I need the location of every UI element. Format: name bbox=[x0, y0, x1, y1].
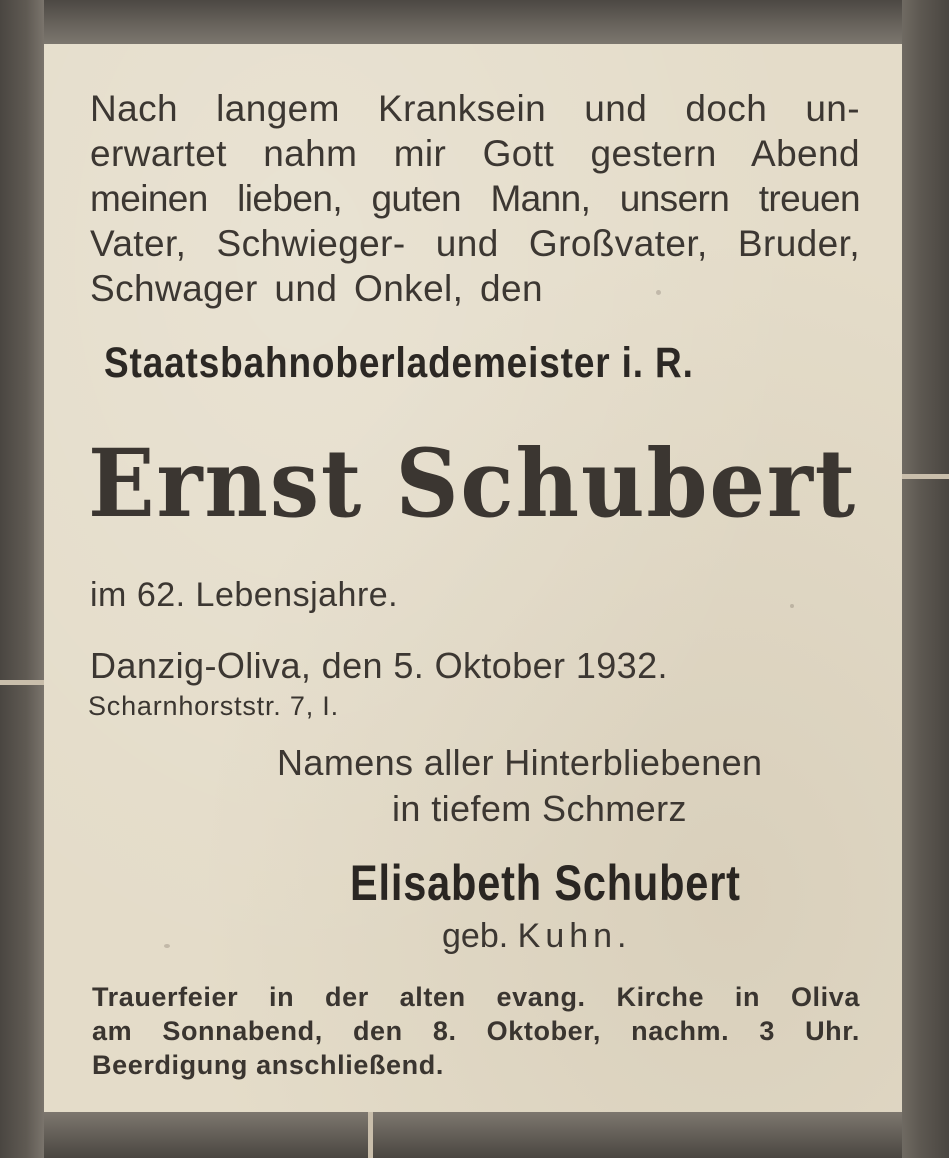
mourners-line: Namens aller Hinterbliebenen bbox=[277, 742, 763, 783]
paper-speck bbox=[790, 604, 794, 608]
intro-line: Vater, Schwieger- und Großvater, Bruder, bbox=[90, 223, 860, 264]
frame-seam-left bbox=[0, 680, 44, 685]
intro-line: erwartet nahm mir Gott gestern Abend bbox=[90, 133, 860, 174]
frame-seam-bottom bbox=[368, 1112, 373, 1158]
intro-line: Schwager und Onkel, den bbox=[90, 268, 543, 309]
intro-line: Nach langem Kranksein und doch un- bbox=[90, 88, 860, 129]
mourners-line: in tiefem Schmerz bbox=[392, 788, 687, 829]
maiden-surname: Kuhn. bbox=[517, 917, 632, 955]
frame-bottom bbox=[0, 1112, 949, 1158]
maiden-name bbox=[442, 915, 632, 957]
paper-speck bbox=[164, 944, 170, 948]
deceased-name: Ernst Schubert bbox=[88, 429, 857, 539]
frame-right bbox=[902, 0, 949, 1158]
funeral-details bbox=[92, 980, 860, 1082]
frame-seam-right bbox=[902, 474, 949, 479]
funeral-line: Beerdigung anschließend. bbox=[92, 1050, 444, 1080]
place-and-date: Danzig-Oliva, den 5. Oktober 1932. bbox=[90, 645, 668, 686]
frame-left bbox=[0, 0, 44, 1158]
obituary-notice bbox=[44, 44, 902, 1112]
deceased-age: im 62. Lebensjahre. bbox=[90, 576, 399, 614]
widow-name: Elisabeth Schubert bbox=[350, 855, 741, 911]
intro-line: meinen lieben, guten Mann, unsern treuen bbox=[90, 178, 860, 219]
frame-top bbox=[0, 0, 949, 44]
funeral-line: Trauerfeier in der alten evang. Kirche in Oliva bbox=[92, 982, 860, 1012]
maiden-name-prefix: geb. bbox=[442, 917, 509, 955]
deceased-title: Staatsbahnoberlademeister i. R. bbox=[104, 339, 694, 387]
address: Scharnhorststr. 7, I. bbox=[88, 691, 339, 721]
funeral-line: am Sonnabend, den 8. Oktober, nachm. 3 Uhr. bbox=[92, 1016, 860, 1046]
intro-paragraph bbox=[90, 86, 860, 311]
